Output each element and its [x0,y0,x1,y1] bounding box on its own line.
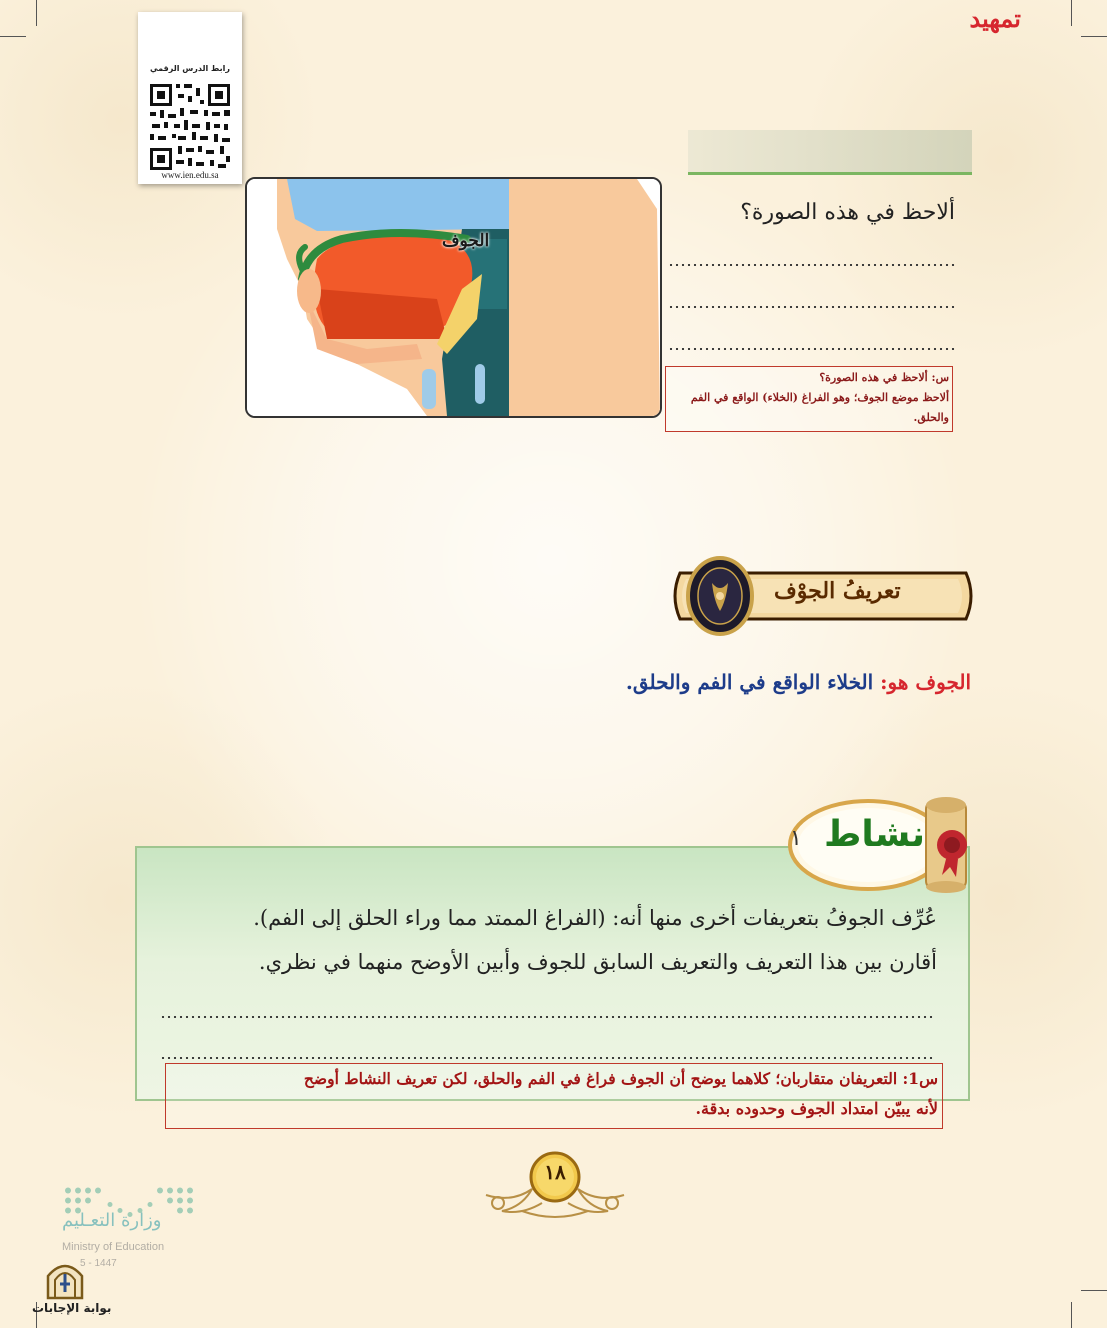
activity-prompt-line: عُرِّف الجوفُ بتعريفات أخرى منها أنه: (الفراغ الممتد مما وراء الحلق إلى الفم). [253,906,937,930]
intro-answer-line: ألاحظ موضع الجوف؛ وهو الفراغ (الخلاء) الواقع في الفم [690,391,949,404]
crop-mark [1071,1302,1072,1328]
crop-mark [1071,0,1072,26]
gateway-label[interactable]: بوابة الإجابات [32,1301,112,1315]
activity-answer-text [168,1064,938,1124]
intro-banner [688,130,972,175]
qr-code-card[interactable] [138,12,242,184]
section-title: تعريفُ الجوْف [774,578,901,604]
activity-title: نشاط [824,814,926,855]
answer-dotted-line [160,1016,935,1018]
activity-number: ١ [790,826,802,851]
qr-code-icon [148,80,232,174]
activity-prompt-line: أقارن بين هذا التعريف والتعريف السابق للجوف وأبين الأوضح منهما في نظري. [258,950,937,974]
qr-url[interactable]: www.ien.edu.sa [161,170,219,180]
definition-term: الجوف هو: [873,670,971,694]
crop-mark [1081,1290,1107,1291]
activity-answer-line: لأنه يبيّن امتداد الجوف وحدوده بدقة. [695,1099,938,1118]
answer-dotted-line [668,264,956,266]
qr-title: رابط الدرس الرقمي [150,64,230,73]
answer-dotted-line [668,306,956,308]
intro-title: تمهيد [969,4,1021,33]
intro-answer-box [665,366,953,432]
crop-mark [1081,36,1107,37]
page-number: ١٨ [544,1160,566,1184]
activity-answer-line: س1: التعريفان متقاربان؛ كلاهما يوضح أن الجوف فراغ في الفم والحلق، لكن تعريف النشاط أوضح [303,1069,938,1088]
crop-mark [0,36,26,37]
illustration-label: الجوف [442,231,490,251]
intro-answer-line: والحلق. [913,411,949,424]
crop-mark [36,0,37,26]
answer-dotted-line [160,1057,935,1059]
definition-text: الخلاء الواقع في الفم والحلق. [625,670,874,694]
head-cross-section-image [247,179,660,416]
activity-answer-box [165,1063,943,1129]
definition [626,670,971,694]
oral-cavity-illustration [245,177,662,418]
ministry-name-arabic: وزارة التعـليم [62,1210,162,1231]
intro-question: ألاحظ في هذه الصورة؟ [740,200,955,225]
intro-answer-line: س: ألاحظ في هذه الصورة؟ [819,371,949,384]
gateway-logo-icon[interactable] [44,1256,86,1300]
ministry-name-english: Ministry of Education [62,1241,165,1253]
page-number-ornament [482,1145,628,1225]
answer-dotted-line [668,348,956,350]
ministry-year: 5 - 1447 [80,1258,117,1269]
